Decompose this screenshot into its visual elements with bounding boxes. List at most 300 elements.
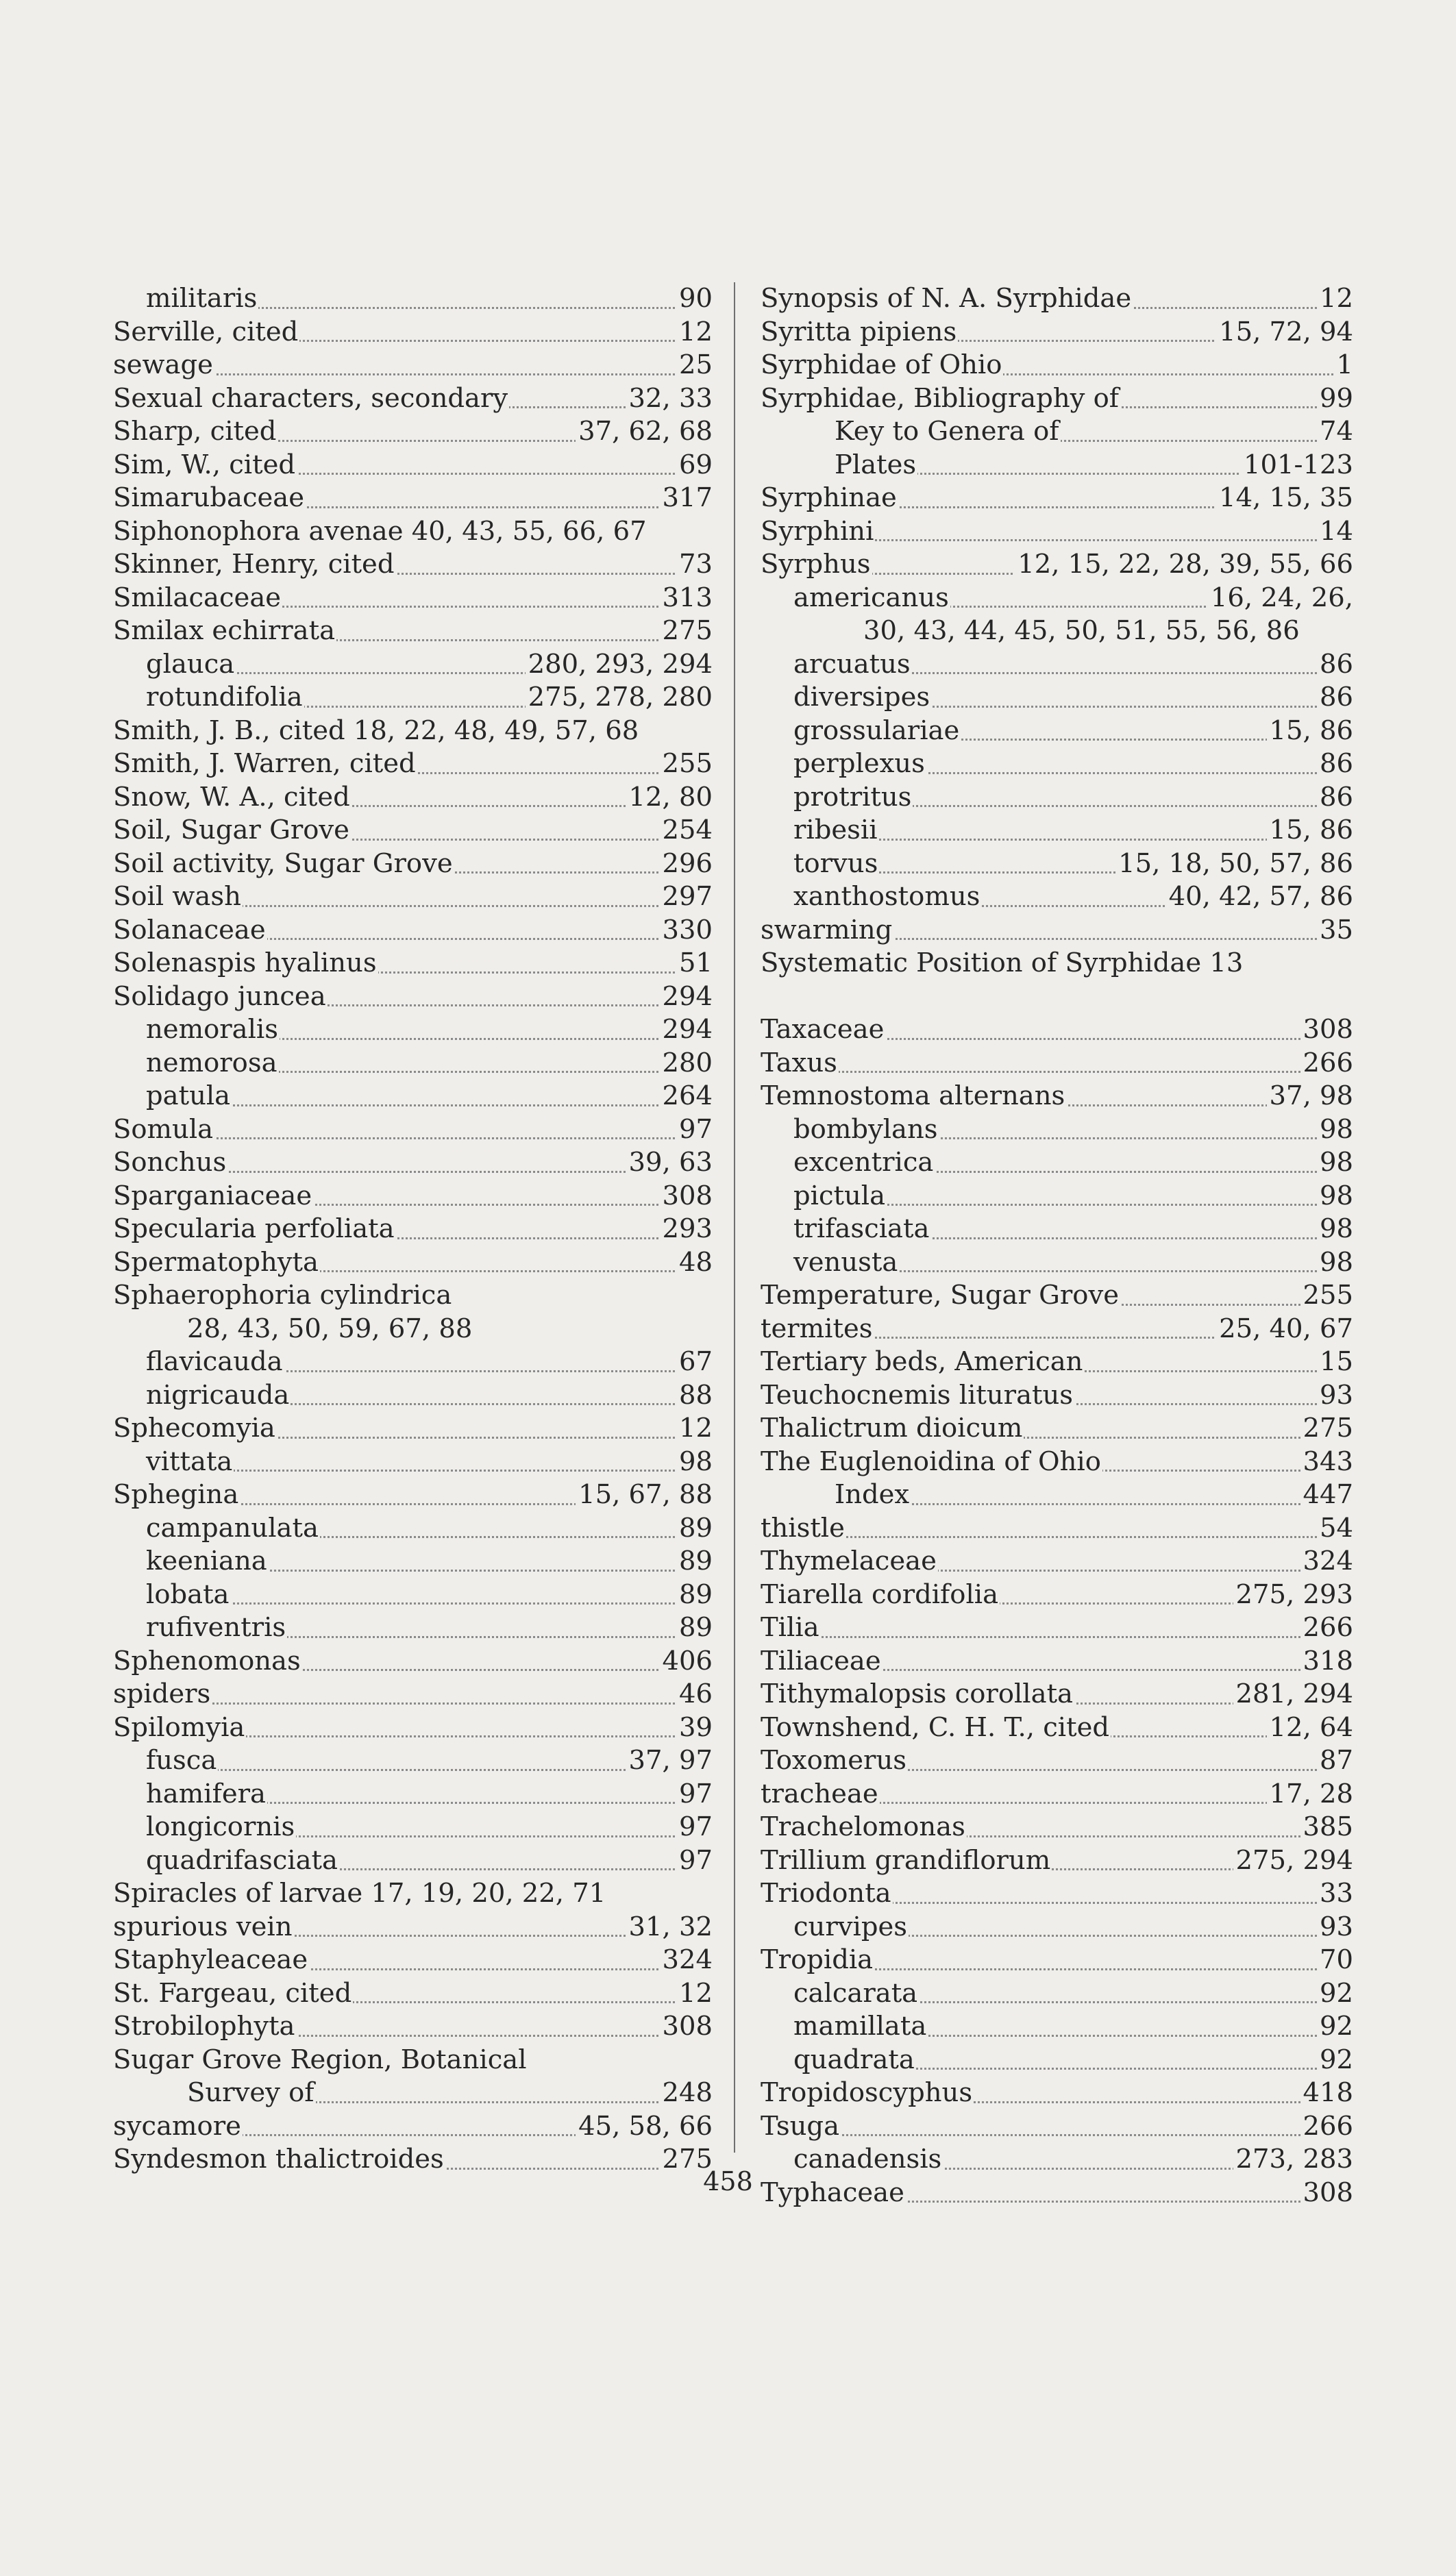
index-entry xyxy=(113,1944,713,1977)
page-references: 15, 18, 50, 57, 86 xyxy=(1115,847,1353,881)
page-references: 275 xyxy=(660,615,713,648)
index-entry xyxy=(761,914,1353,948)
index-term: Simarubaceae xyxy=(113,482,306,515)
index-term: thistle xyxy=(761,1512,846,1546)
index-term: Soil wash xyxy=(113,880,243,914)
index-term: Strobilophyta xyxy=(113,2010,297,2044)
index-term: nigricauda xyxy=(146,1379,291,1413)
page-references: 25, 40, 67 xyxy=(1216,1313,1353,1346)
index-term: spiders xyxy=(113,1678,212,1711)
index-entry xyxy=(113,582,713,615)
index-entry xyxy=(761,1279,1353,1313)
index-term: Syrphidae, Bibliography of xyxy=(761,382,1120,416)
index-entry xyxy=(113,1412,713,1446)
index-term: Tropidoscyphus xyxy=(761,2077,974,2110)
page-references: 16, 24, 26, xyxy=(1208,582,1353,615)
page-references: 89 xyxy=(676,1512,713,1546)
index-subentry xyxy=(761,449,1353,482)
page-references: 266 xyxy=(1300,2110,1354,2144)
section-gap xyxy=(761,980,1353,1014)
index-term: americanus xyxy=(793,582,950,615)
index-term: Somula xyxy=(113,1113,214,1147)
page-references: 51 xyxy=(676,947,713,980)
index-term: Temperature, Sugar Grove xyxy=(761,1279,1120,1313)
index-subentry xyxy=(113,648,713,682)
index-term: Syritta pipiens xyxy=(761,316,958,349)
index-entry xyxy=(113,1478,713,1512)
index-continuation xyxy=(761,615,1353,648)
index-term: Syrphinae xyxy=(761,482,898,515)
page-references: 12 xyxy=(676,1412,713,1446)
index-entry xyxy=(761,1844,1353,1878)
page-references: 12 xyxy=(676,1977,713,2011)
page-references: 266 xyxy=(1300,1047,1354,1080)
index-term: Thalictrum dioicum xyxy=(761,1412,1024,1446)
index-entry xyxy=(761,1379,1353,1413)
index-subentry xyxy=(761,582,1353,615)
page-references: 32, 33 xyxy=(626,382,713,416)
index-term: Tsuga xyxy=(761,2110,841,2144)
index-term: tracheae xyxy=(761,1778,880,1811)
index-term: Taxaceae xyxy=(761,1013,885,1047)
index-term: protritus xyxy=(793,781,913,815)
page-references: 275, 278, 280 xyxy=(526,681,713,715)
index-entry xyxy=(113,2044,713,2077)
index-entry xyxy=(761,1744,1353,1778)
index-subentry xyxy=(761,1246,1353,1280)
page-references: 248 xyxy=(660,2077,713,2110)
index-subentry xyxy=(761,1977,1353,2011)
index-subentry xyxy=(761,1180,1353,1213)
index-term: Sphenomonas xyxy=(113,1645,302,1679)
page-references: 313 xyxy=(660,582,713,615)
page-references: 308 xyxy=(1300,2177,1354,2210)
page-references: 86 xyxy=(1317,747,1353,781)
index-term: Snow, W. A., cited xyxy=(113,781,351,815)
index-term: perplexus xyxy=(793,747,926,781)
page-references: 254 xyxy=(660,814,713,847)
index-term: Sim, W., cited xyxy=(113,449,297,482)
index-term: 30, 43, 44, 45, 50, 51, 55, 56, 86 xyxy=(863,615,1301,648)
page-references: 418 xyxy=(1300,2077,1354,2110)
index-term: nemoralis xyxy=(146,1013,280,1047)
index-term: arcuatus xyxy=(793,648,912,682)
page-references: 275 xyxy=(1300,1412,1354,1446)
index-term: grossulariae xyxy=(793,715,961,748)
index-term: 28, 43, 50, 59, 67, 88 xyxy=(187,1313,473,1346)
index-term: Syndesmon thalictroides xyxy=(113,2143,445,2177)
index-term: Syrphidae of Ohio xyxy=(761,349,1003,382)
page-references: 88 xyxy=(676,1379,713,1413)
page-references: 12, 80 xyxy=(626,781,713,815)
index-subentry xyxy=(761,415,1353,449)
index-subentry xyxy=(761,847,1353,881)
index-subentry xyxy=(761,2010,1353,2044)
page-references: 98 xyxy=(1317,1113,1353,1147)
index-term: Tiarella cordifolia xyxy=(761,1578,1000,1612)
index-entry xyxy=(113,747,713,781)
index-entry xyxy=(113,814,713,847)
page-references: 98 xyxy=(1317,1146,1353,1180)
index-term: flavicauda xyxy=(146,1346,284,1379)
page-references: 264 xyxy=(660,1080,713,1113)
index-entry xyxy=(761,2077,1353,2110)
page-references: 15 xyxy=(1317,1346,1353,1379)
index-entry xyxy=(113,1678,713,1711)
page-references: 294 xyxy=(660,1013,713,1047)
index-term: Sexual characters, secondary xyxy=(113,382,509,416)
page-references: 308 xyxy=(660,2010,713,2044)
index-term: pictula xyxy=(793,1180,887,1213)
index-term: Syrphini xyxy=(761,515,875,549)
index-term: Thymelaceae xyxy=(761,1545,938,1578)
index-subentry xyxy=(113,1844,713,1878)
index-term: Temnostoma alternans xyxy=(761,1080,1066,1113)
index-entry xyxy=(113,880,713,914)
index-entry xyxy=(113,914,713,948)
index-term: Tiliaceae xyxy=(761,1645,883,1679)
page-references: 89 xyxy=(676,1611,713,1645)
page-references: 294 xyxy=(660,980,713,1014)
index-term: Smilax echirrata xyxy=(113,615,336,648)
page-references: 97 xyxy=(676,1811,713,1844)
index-term: Tropidia xyxy=(761,1944,874,1977)
page-references: 15, 86 xyxy=(1267,814,1353,847)
page-references: 275, 293 xyxy=(1233,1578,1353,1612)
index-entry xyxy=(761,1545,1353,1578)
index-subentry xyxy=(761,648,1353,682)
index-term: diversipes xyxy=(793,681,931,715)
page-references: 275 xyxy=(660,2143,713,2177)
index-subentry xyxy=(113,282,713,316)
index-subentry xyxy=(113,1811,713,1844)
index-term: hamifera xyxy=(146,1778,267,1811)
dot-leader xyxy=(146,1602,713,1605)
index-subentry xyxy=(761,880,1353,914)
index-term: The Euglenoidina of Ohio xyxy=(761,1446,1102,1479)
index-subentry xyxy=(761,747,1353,781)
index-term: rotundifolia xyxy=(146,681,304,715)
index-entry xyxy=(761,1446,1353,1479)
index-term: Smilacaceae xyxy=(113,582,282,615)
page-references: 101-123 xyxy=(1241,449,1353,482)
page-references: 343 xyxy=(1300,1446,1354,1479)
index-entry xyxy=(761,1611,1353,1645)
index-term: Sparganiaceae xyxy=(113,1180,313,1213)
index-entry xyxy=(761,1013,1353,1047)
page-references: 275, 294 xyxy=(1233,1844,1353,1878)
index-term: curvipes xyxy=(793,1911,909,1944)
index-entry xyxy=(761,947,1353,980)
page-references: 92 xyxy=(1317,2010,1353,2044)
index-term: Systematic Position of Syrphidae 13 xyxy=(761,947,1244,980)
index-entry xyxy=(113,947,713,980)
index-term: Toxomerus xyxy=(761,1744,908,1778)
page-references: 97 xyxy=(676,1844,713,1878)
index-term: rufiventris xyxy=(146,1611,287,1645)
page-references: 318 xyxy=(1300,1645,1354,1679)
index-term: Teuchocnemis lituratus xyxy=(761,1379,1074,1413)
index-continuation xyxy=(113,1313,713,1346)
page-references: 45, 58, 66 xyxy=(576,2110,713,2144)
index-entry xyxy=(113,980,713,1014)
page-references: 89 xyxy=(676,1578,713,1612)
index-entry xyxy=(761,1778,1353,1811)
index-term: ribesii xyxy=(793,814,879,847)
index-term: Spermatophyta xyxy=(113,1246,320,1280)
index-entry xyxy=(761,1412,1353,1446)
page-references: 266 xyxy=(1300,1611,1354,1645)
index-entry xyxy=(113,1977,713,2011)
index-subentry xyxy=(761,814,1353,847)
index-subentry xyxy=(761,1113,1353,1147)
index-subentry xyxy=(761,681,1353,715)
dot-leader xyxy=(761,1536,1353,1538)
page-references: 280, 293, 294 xyxy=(526,648,713,682)
index-term: Trachelomonas xyxy=(761,1811,967,1844)
index-entry xyxy=(761,1877,1353,1911)
page-references: 54 xyxy=(1317,1512,1353,1546)
index-term: quadrifasciata xyxy=(146,1844,339,1878)
index-entry xyxy=(113,2110,713,2144)
index-subentry xyxy=(113,1446,713,1479)
index-term: lobata xyxy=(146,1578,231,1612)
index-subentry xyxy=(761,1478,1353,1512)
page-references: 324 xyxy=(660,1944,713,1977)
index-entry xyxy=(761,515,1353,549)
index-entry xyxy=(761,2110,1353,2144)
index-entry xyxy=(113,415,713,449)
index-entry xyxy=(761,282,1353,316)
page-references: 92 xyxy=(1317,1977,1353,2011)
index-term: Syrphus xyxy=(761,548,872,582)
index-term: patula xyxy=(146,1080,232,1113)
index-term: fusca xyxy=(146,1744,218,1778)
index-term: Plates xyxy=(835,449,917,482)
index-subentry xyxy=(761,715,1353,748)
index-entry xyxy=(761,482,1353,515)
page-references: 273, 283 xyxy=(1233,2143,1353,2177)
page-references: 70 xyxy=(1317,1944,1353,1977)
index-entry xyxy=(113,316,713,349)
page-references: 37, 97 xyxy=(626,1744,713,1778)
page-references: 293 xyxy=(660,1213,713,1246)
page-references: 98 xyxy=(1317,1246,1353,1280)
dot-leader xyxy=(761,1636,1353,1638)
index-term: Soil activity, Sugar Grove xyxy=(113,847,454,881)
index-term: Townshend, C. H. T., cited xyxy=(761,1711,1111,1745)
index-term: longicornis xyxy=(146,1811,296,1844)
page-references: 46 xyxy=(676,1678,713,1711)
index-term: Sugar Grove Region, Botanical xyxy=(113,2044,528,2077)
index-term: quadrata xyxy=(793,2044,916,2077)
index-term: bombylans xyxy=(793,1113,939,1147)
page-references: 69 xyxy=(676,449,713,482)
page-references: 31, 32 xyxy=(626,1911,713,1944)
index-term: Spilomyia xyxy=(113,1711,246,1745)
index-entry xyxy=(113,548,713,582)
page-references: 97 xyxy=(676,1113,713,1147)
index-term: Siphonophora avenae 40, 43, 55, 66, 67 xyxy=(113,515,648,549)
index-entry xyxy=(113,1113,713,1147)
index-subentry xyxy=(761,1146,1353,1180)
index-term: Smith, J. Warren, cited xyxy=(113,747,417,781)
index-entry xyxy=(113,482,713,515)
index-subentry xyxy=(113,2077,713,2110)
index-term: Specularia perfoliata xyxy=(113,1213,396,1246)
page-references: 296 xyxy=(660,847,713,881)
index-entry xyxy=(761,1811,1353,1844)
page-references: 86 xyxy=(1317,648,1353,682)
page-references: 48 xyxy=(676,1246,713,1280)
index-column-right xyxy=(761,282,1353,2209)
page-references: 86 xyxy=(1317,781,1353,815)
page-references: 98 xyxy=(1317,1180,1353,1213)
index-term: Tertiary beds, American xyxy=(761,1346,1084,1379)
page-references: 90 xyxy=(676,282,713,316)
page-number: 458 xyxy=(703,2166,753,2196)
page-references: 317 xyxy=(660,482,713,515)
index-term: Sphecomyia xyxy=(113,1412,277,1446)
index-entry xyxy=(761,1512,1353,1546)
index-term: Tilia xyxy=(761,1611,821,1645)
index-entry xyxy=(113,1146,713,1180)
index-entry xyxy=(761,382,1353,416)
index-term: glauca xyxy=(146,648,236,682)
index-subentry xyxy=(113,1346,713,1379)
index-entry xyxy=(761,1711,1353,1745)
index-column-left xyxy=(113,282,713,2177)
index-term: vittata xyxy=(146,1446,234,1479)
index-subentry xyxy=(113,1545,713,1578)
index-term: Taxus xyxy=(761,1047,839,1080)
index-term: Sphaerophoria cylindrica xyxy=(113,1279,453,1313)
index-entry xyxy=(113,1180,713,1213)
index-entry xyxy=(113,449,713,482)
index-entry xyxy=(761,1645,1353,1679)
index-term: St. Fargeau, cited xyxy=(113,1977,353,2011)
index-subentry xyxy=(113,1080,713,1113)
index-term: campanulata xyxy=(146,1512,320,1546)
page-references: 93 xyxy=(1317,1911,1353,1944)
index-term: Soil, Sugar Grove xyxy=(113,814,351,847)
index-term: Solanaceae xyxy=(113,914,267,948)
index-term: Solenaspis hyalinus xyxy=(113,947,378,980)
index-term: nemorosa xyxy=(146,1047,279,1080)
index-term: Solidago juncea xyxy=(113,980,328,1014)
page-references: 73 xyxy=(676,548,713,582)
index-entry xyxy=(761,316,1353,349)
index-entry xyxy=(113,1279,713,1313)
page-references: 17, 28 xyxy=(1267,1778,1353,1811)
index-term: xanthostomus xyxy=(793,880,981,914)
index-entry xyxy=(761,1578,1353,1612)
index-term: Index xyxy=(835,1478,911,1512)
index-term: militaris xyxy=(146,282,258,316)
index-term: termites xyxy=(761,1313,874,1346)
page-references: 1 xyxy=(1334,349,1354,382)
page-references: 15, 86 xyxy=(1267,715,1353,748)
index-term: sycamore xyxy=(113,2110,243,2144)
index-subentry xyxy=(761,2044,1353,2077)
index-subentry xyxy=(113,1013,713,1047)
page-references: 25 xyxy=(676,349,713,382)
index-entry xyxy=(113,847,713,881)
page-references: 37, 98 xyxy=(1267,1080,1353,1113)
index-term: Survey of xyxy=(187,2077,316,2110)
page-references: 86 xyxy=(1317,681,1353,715)
page-references: 12 xyxy=(1317,282,1353,316)
index-term: Staphyleaceae xyxy=(113,1944,309,1977)
page-references: 99 xyxy=(1317,382,1353,416)
page-references: 14 xyxy=(1317,515,1353,549)
index-entry xyxy=(761,1944,1353,1977)
index-term: trifasciata xyxy=(793,1213,930,1246)
index-term: Sharp, cited xyxy=(113,415,277,449)
index-entry xyxy=(113,1645,713,1679)
page-references: 33 xyxy=(1317,1877,1353,1911)
index-term: excentrica xyxy=(793,1146,935,1180)
index-term: Key to Genera of xyxy=(835,415,1061,449)
index-entry xyxy=(761,548,1353,582)
index-term: Spiracles of larvae 17, 19, 20, 22, 71 xyxy=(113,1877,607,1911)
page-references: 12, 15, 22, 28, 39, 55, 66 xyxy=(1015,548,1353,582)
index-term: Triodonta xyxy=(761,1877,893,1911)
index-subentry xyxy=(113,1512,713,1546)
page-references: 255 xyxy=(660,747,713,781)
index-subentry xyxy=(761,781,1353,815)
page-references: 67 xyxy=(676,1346,713,1379)
page-references: 308 xyxy=(660,1180,713,1213)
index-term: calcarata xyxy=(793,1977,919,2011)
index-entry xyxy=(113,1877,713,1911)
index-term: torvus xyxy=(793,847,879,881)
index-term: Synopsis of N. A. Syrphidae xyxy=(761,282,1133,316)
index-subentry xyxy=(113,1379,713,1413)
index-term: Serville, cited xyxy=(113,316,299,349)
index-entry xyxy=(113,1711,713,1745)
index-entry xyxy=(113,349,713,382)
page-references: 87 xyxy=(1317,1744,1353,1778)
page-references: 39, 63 xyxy=(626,1146,713,1180)
index-subentry xyxy=(113,1744,713,1778)
page-references: 89 xyxy=(676,1545,713,1578)
index-term: keeniana xyxy=(146,1545,269,1578)
index-subentry xyxy=(113,681,713,715)
page-references: 93 xyxy=(1317,1379,1353,1413)
page-references: 324 xyxy=(1300,1545,1354,1578)
index-term: Sphegina xyxy=(113,1478,240,1512)
index-entry xyxy=(113,715,713,748)
page-references: 15, 67, 88 xyxy=(576,1478,713,1512)
index-entry xyxy=(761,1080,1353,1113)
page-references: 297 xyxy=(660,880,713,914)
index-entry xyxy=(761,1346,1353,1379)
page-references: 40, 42, 57, 86 xyxy=(1166,880,1353,914)
page-references: 98 xyxy=(1317,1213,1353,1246)
index-subentry xyxy=(113,1778,713,1811)
index-term: sewage xyxy=(113,349,214,382)
index-term: Smith, J. B., cited 18, 22, 48, 49, 57, 68 xyxy=(113,715,640,748)
dot-leader xyxy=(761,2134,1353,2136)
index-term: canadensis xyxy=(793,2143,943,2177)
page-references: 308 xyxy=(1300,1013,1354,1047)
index-entry xyxy=(113,382,713,416)
page-references: 39 xyxy=(676,1711,713,1745)
page-references: 37, 62, 68 xyxy=(576,415,713,449)
page-references: 14, 15, 35 xyxy=(1216,482,1353,515)
index-subentry xyxy=(113,1611,713,1645)
